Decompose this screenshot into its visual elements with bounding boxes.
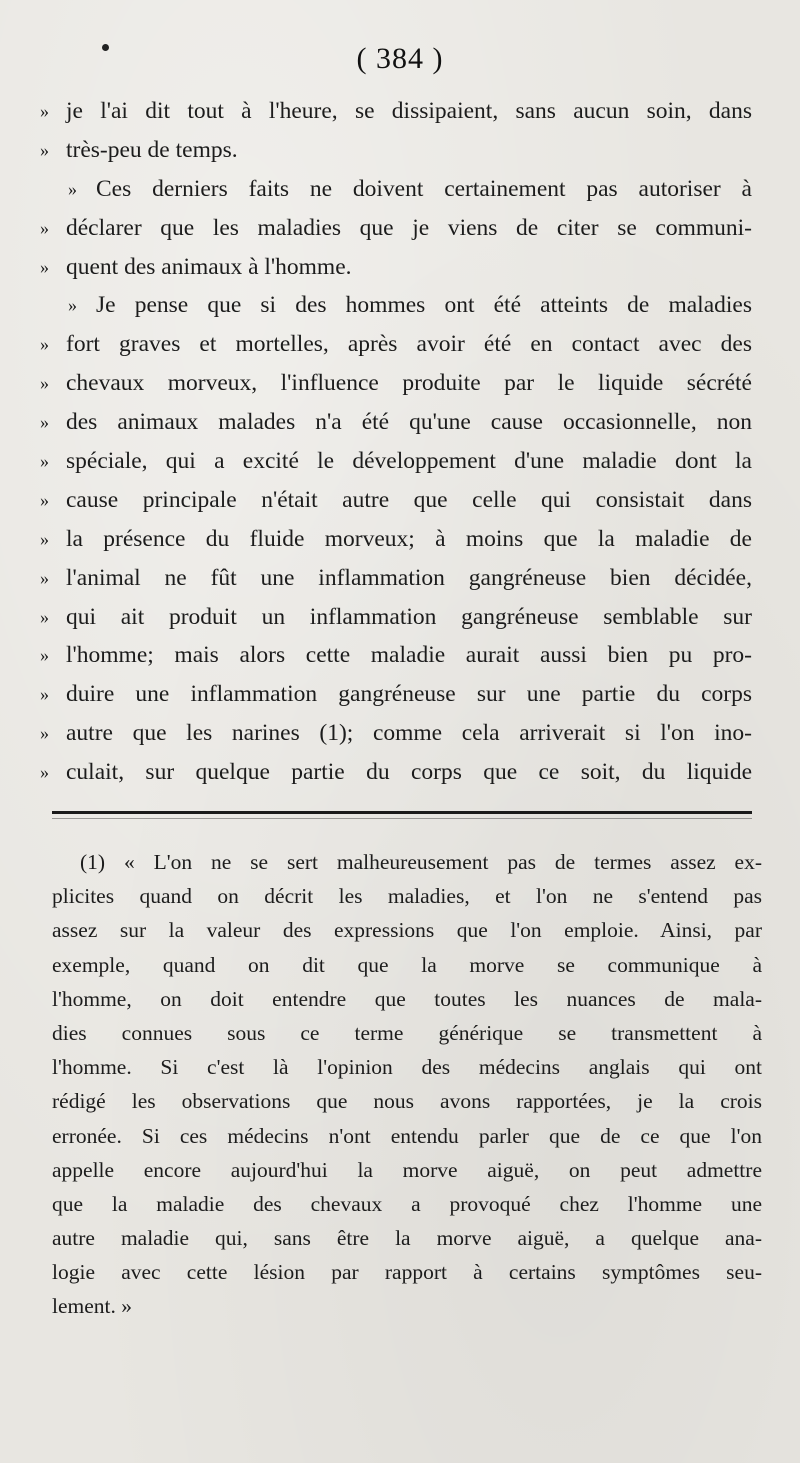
quote-mark: » xyxy=(40,645,49,666)
quote-mark: » xyxy=(40,567,49,588)
footnote-line-text: plicites quand on décrit les maladies, et l'on ne s'entend pas xyxy=(52,884,762,909)
footnote-separator xyxy=(52,811,752,814)
text-line xyxy=(0,248,800,287)
footnote-line xyxy=(0,1221,800,1255)
footnote-line-text: (1) « L'on ne se sert malheureusement pas de termes assez ex- xyxy=(80,850,762,874)
text-line xyxy=(0,636,800,675)
footnote-line xyxy=(0,879,800,913)
text-line xyxy=(0,209,800,248)
line-text: quent des animaux à l'homme. xyxy=(66,253,352,280)
footnote-line-text: dies connues sous ce terme générique se transmettent à xyxy=(52,1020,762,1045)
quote-mark: » xyxy=(40,762,49,783)
footnote-line xyxy=(0,1153,800,1187)
footnote-line-text: l'homme, on doit entendre que toutes les nuances de mala- xyxy=(52,986,762,1011)
footnote-line xyxy=(0,913,800,947)
quote-mark: » xyxy=(40,528,49,549)
text-line xyxy=(0,403,800,442)
text-line xyxy=(0,559,800,598)
page-number: ( 384 ) xyxy=(356,42,444,75)
quote-mark: » xyxy=(68,178,77,199)
line-text: fort graves et mortelles, après avoir été en contact avec des xyxy=(66,331,752,358)
quote-mark: » xyxy=(40,217,49,238)
text-line xyxy=(0,170,800,209)
footnote-line-text: lement. » xyxy=(52,1294,133,1319)
quote-mark: » xyxy=(40,684,49,705)
line-text: duire une inflammation gangréneuse sur une partie du corps xyxy=(66,681,752,708)
footnote-line xyxy=(0,1050,800,1084)
footnote-line-text: exemple, quand on dit que la morve se communique à xyxy=(52,952,762,977)
text-line xyxy=(0,131,800,170)
main-text xyxy=(0,92,800,792)
text-line xyxy=(0,714,800,753)
text-line xyxy=(0,92,800,131)
line-text: l'animal ne fût une inflammation gangréneuse bien décidée, xyxy=(66,564,752,591)
line-text: culait, sur quelque partie du corps que ce soit, du liquide xyxy=(66,759,752,786)
footnote-line xyxy=(0,1289,800,1323)
line-text: chevaux morveux, l'influence produite par le liquide sécrété xyxy=(66,370,752,397)
line-text: qui ait produit un inflammation gangréneuse semblable sur xyxy=(66,603,752,630)
line-text: cause principale n'était autre que celle qui consistait dans xyxy=(66,486,752,513)
line-text: très-peu de temps. xyxy=(66,136,238,163)
line-text: Ces derniers faits ne doivent certainement pas autoriser à xyxy=(96,175,752,202)
text-line xyxy=(0,442,800,481)
footnote-separator-thin xyxy=(52,818,752,819)
footnote xyxy=(0,845,800,1324)
text-line xyxy=(0,325,800,364)
footnote-line-text: que la maladie des chevaux a provoqué chez l'homme une xyxy=(52,1191,762,1216)
quote-mark: » xyxy=(68,295,77,316)
quote-mark: » xyxy=(40,256,49,277)
footnote-line xyxy=(0,1119,800,1153)
text-line xyxy=(0,286,800,325)
footnote-line xyxy=(0,1016,800,1050)
quote-mark: » xyxy=(40,723,49,744)
text-line xyxy=(0,520,800,559)
footnote-line xyxy=(0,845,800,879)
footnote-line-text: autre maladie qui, sans être la morve aiguë, a quelque ana- xyxy=(52,1226,762,1251)
line-text: spéciale, qui a excité le développement d'une maladie dont la xyxy=(66,448,752,475)
footnote-line-text: rédigé les observations que nous avons rapportées, je la crois xyxy=(52,1089,762,1114)
footnote-line-text: erronée. Si ces médecins n'ont entendu parler que de ce que l'on xyxy=(52,1123,762,1148)
footnote-line-text: assez sur la valeur des expressions que l'on emploie. Ainsi, par xyxy=(52,918,762,943)
quote-mark: » xyxy=(40,139,49,160)
quote-mark: » xyxy=(40,489,49,510)
line-text: l'homme; mais alors cette maladie aurait aussi bien pu pro- xyxy=(66,642,752,669)
footnote-line xyxy=(0,982,800,1016)
footnote-line-text: l'homme. Si c'est là l'opinion des médecins anglais qui ont xyxy=(52,1055,762,1080)
footnote-line xyxy=(0,948,800,982)
text-line xyxy=(0,675,800,714)
footnote-line xyxy=(0,1084,800,1118)
line-text: des animaux malades n'a été qu'une cause occasionnelle, non xyxy=(66,409,752,436)
quote-mark: » xyxy=(40,606,49,627)
quote-mark: » xyxy=(40,334,49,355)
quote-mark: » xyxy=(40,412,49,433)
line-text: déclarer que les maladies que je viens de citer se communi- xyxy=(66,214,752,241)
footnote-line-text: appelle encore aujourd'hui la morve aiguë, on peut admettre xyxy=(52,1157,762,1182)
footnote-line-text: logie avec cette lésion par rapport à certains symptômes seu- xyxy=(52,1260,762,1285)
text-line xyxy=(0,481,800,520)
footnote-line xyxy=(0,1187,800,1221)
footnote-line xyxy=(0,1255,800,1289)
line-text: la présence du fluide morveux; à moins que la maladie de xyxy=(66,525,752,552)
quote-mark: » xyxy=(40,451,49,472)
quote-mark: » xyxy=(40,101,49,121)
line-text: autre que les narines (1); comme cela arriverait si l'on ino- xyxy=(66,720,752,747)
quote-mark: » xyxy=(40,373,49,394)
line-text: Je pense que si des hommes ont été atteints de maladies xyxy=(96,292,752,319)
text-line xyxy=(0,753,800,792)
text-line xyxy=(0,598,800,637)
text-line xyxy=(0,364,800,403)
line-text: je l'ai dit tout à l'heure, se dissipaient, sans aucun soin, dans xyxy=(66,98,752,124)
